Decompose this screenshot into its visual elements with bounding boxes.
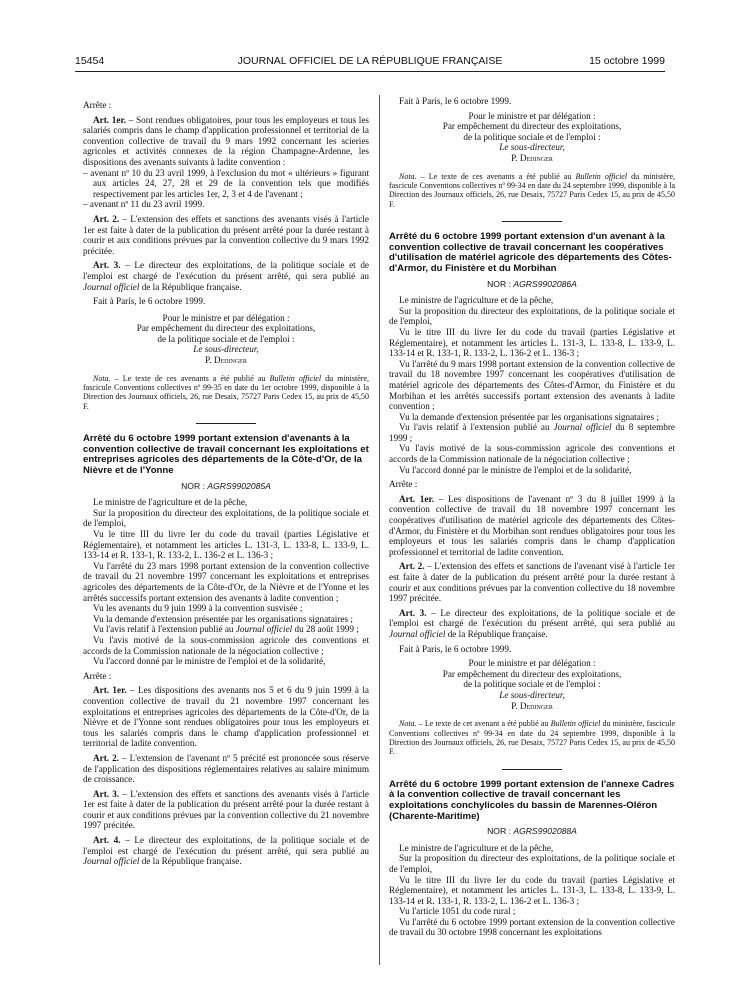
fait-a-paris: Fait à Paris, le 6 octobre 1999.: [399, 96, 512, 106]
article-label: Art. 2.: [93, 752, 119, 763]
preamble-paragraph: Vu la demande d'extension présentée par les organisations signataires ;: [93, 613, 353, 624]
signature-line: Par empêchement du directeur des exploitations,: [442, 121, 622, 132]
journal-title: JOURNAL OFFICIEL DE LA RÉPUBLIQUE FRANÇAISE: [237, 55, 503, 67]
article-3: [83, 260, 369, 292]
article-label: Art. 1er.: [93, 685, 127, 696]
signature-line: Par empêchement du directeur des exploitations,: [442, 668, 622, 679]
nota: [83, 374, 369, 412]
list-item: – avenant nº 10 du 23 avril 1999, à l'exclusion du mot « ultérieurs » figurant aux articles 24, 27, 28 et 29 de la convention tels que modifiés respectivement par les articles 1er, 2, 3 et 4 de l'avenant ;: [83, 167, 369, 199]
journal-officiel-ref: Journal officiel: [389, 628, 446, 639]
preamble-paragraph: Vu le titre III du livre Ier du code du travail (parties Législative et Réglementaire), et notamment les articles L. 131-3, L. 133-8, L. 133-9, L. 133-14 et R. 133-1, R. 133-2, L. 136-2 et L. 136-3 ;: [389, 874, 675, 906]
paragraph-text: du 8 septembre 1999 ;: [389, 422, 676, 443]
signature-line: de la politique sociale et de l'emploi :: [463, 131, 601, 142]
fait-a-paris: Fait à Paris, le 6 octobre 1999.: [399, 643, 512, 654]
nor-reference: [389, 826, 675, 837]
nota-label: Nota.: [399, 171, 417, 181]
signature-line: Pour le ministre et par délégation :: [468, 658, 596, 669]
signature-block: [389, 658, 675, 711]
article-label: Art. 2.: [93, 213, 120, 224]
article-1: [83, 685, 369, 749]
preamble-paragraph: Vu l'article 1051 du code rural ;: [399, 906, 516, 917]
nota-text: du ministère, fascicule Conventions collectives nº 99-34 en date du 24 septembre 1999, disponible à la Direction des Journaux officiels, 26, rue Desaix, 75727 Paris Cedex 15, au prix de 45,50 F.: [389, 171, 675, 209]
journal-officiel-ref: Journal officiel: [83, 281, 140, 292]
signature-title-text: Le sous-directeur,: [193, 344, 259, 355]
signatory-name: P. Dedinger: [205, 355, 247, 366]
article-text: – Les dispositions des avenants nos 5 et 6 du 9 juin 1999 à la convention collective de travail du 21 novembre 1997 concernant les exploitations et entreprises agricoles des départements de la Côte-d'Or, de la Nièvre et de l'Yonne sont rendues obligatoires pour tous les employeurs et tous les salariés compris dans le champ d'application professionnel et territorial de ladite convention.: [83, 685, 369, 749]
nor-label: NOR :: [487, 826, 514, 837]
signature-title-text: Le sous-directeur,: [499, 689, 565, 700]
left-column: [83, 96, 369, 867]
article-2: [389, 561, 675, 603]
preamble-paragraph: Sur la proposition du directeur des exploitations, de la politique sociale et de l'emploi,: [389, 853, 675, 874]
column-divider: [379, 95, 380, 965]
article-label: Art. 1er.: [399, 493, 434, 504]
nor-label: NOR :: [181, 480, 208, 491]
signatory: [389, 153, 675, 164]
article-text: – Les dispositions de l'avenant nº 3 du 8 juillet 1999 à la convention collective de travail du 18 novembre 1997 concernant les coopératives d'utilisation de matériel agricole des départements des Côtes-d'Armor, du Finistère et du Morbihan sont rendues obligatoires pour tous les employeurs et tous les salariés compris dans le champ d'application professionnel et territorial de ladite convention.: [389, 493, 675, 557]
article-text: de la République française.: [139, 281, 242, 292]
signature-title: [83, 344, 369, 355]
decree-arrete-heading: Arrête :: [83, 670, 112, 681]
section-separator: [502, 769, 562, 770]
issue-date: 15 octobre 1999: [589, 55, 665, 67]
preamble-paragraph: Vu l'accord donné par le ministre de l'emploi et de la solidarité,: [399, 464, 632, 475]
article-label: Art. 3.: [93, 788, 120, 799]
article-2: [83, 753, 369, 785]
preamble-paragraph: Vu le titre III du livre Ier du code du travail (parties Législative et Réglementaire), et notamment les articles L. 131-3, L. 133-8, L. 133-9, L. 133-14 et R. 133-1, R. 133-2, L. 136-2 et L. 136-3 ;: [389, 326, 675, 359]
bulletin-officiel-ref: Bulletin officiel: [269, 373, 322, 383]
bulletin-officiel-ref: Bulletin officiel: [550, 719, 601, 729]
nota-label: Nota.: [399, 719, 417, 729]
preamble-paragraph: [389, 422, 675, 443]
nota-label: Nota.: [93, 373, 111, 383]
article-text: de la République française.: [139, 856, 242, 867]
article-3: [389, 608, 675, 640]
signatory-name: P. Dedinger: [511, 700, 553, 711]
preamble-paragraph: Vu le titre III du livre Ier du code du travail (parties Législative et Réglementaire), et notamment les articles L. 131-3, L. 133-8, L. 133-9, L. 133-14 et R. 133-1, R. 133-2, L. 136-2 et L. 136-3 ;: [83, 529, 369, 561]
bulletin-officiel-ref: Bulletin officiel: [575, 171, 628, 181]
nor-reference: [389, 279, 675, 290]
journal-officiel-ref: Journal officiel: [235, 624, 293, 635]
nota-text: du ministère, fascicule Conventions collectives nº 99-35 en date du 1er octobre 1999, disponible à la Direction des Journaux officiels, 26, rue Desaix, 75727 Paris Cedex 15, au prix de 45,50 F.: [83, 373, 369, 411]
fait-a-paris: Fait à Paris, le 6 octobre 1999.: [93, 296, 206, 307]
article-text: de la République française.: [445, 628, 548, 639]
paragraph-text: du 28 août 1999 ;: [292, 624, 359, 635]
signatory: [83, 355, 369, 366]
nota-text: – Le texte de ces avenants a été publié au: [416, 171, 576, 181]
nota-text: du ministère, fascicule Conventions collectives nº 99-34 en date du 24 septembre 1999, disponible à la Direction des Journaux officiels, 26, rue Desaix, 75727 Paris Cedex 15, au prix de 45,50 F.: [389, 719, 675, 757]
article-text: – Le directeur des exploitations, de la politique sociale et de l'emploi est chargé de l'exécution du présent arrêté, qui sera publié au: [83, 260, 369, 281]
article-label: Art. 3.: [93, 260, 121, 271]
nota: [389, 719, 675, 757]
right-column: [389, 96, 675, 938]
article-text: – L'extension des effets et sanctions des avenants visés à l'article 1er est faite à dater de la publication du présent arrêté pour la durée restant à courir et aux conditions prévues par la convention collective du 9 mars 1992 précitée.: [83, 213, 369, 256]
article-text: – L'extension des effets et sanctions de l'avenant visé à l'article 1er est faite à dater de la publication du présent arrêté pour la durée restant à courir et aux conditions prévues par la convention collective du 18 novembre 1997 précitée.: [389, 561, 676, 604]
list-item: – avenant nº 11 du 23 avril 1999.: [83, 199, 205, 210]
article-text: – Sont rendues obligatoires, pour tous les employeurs et tous les salariés compris dans le champ d'application professionnel et territorial de la convention collective de travail du 9 mars 1992 concernant les scieries agricoles et activités connexes de la région Champagne-Ardenne, les dispositions des avenants suivants à ladite convention :: [83, 114, 369, 167]
decree-title: Arrêté du 6 octobre 1999 portant extension d'un avenant à la convention collective de travail concernant les coopératives d'utilisation de matériel agricole des départements des Côtes-d'Armor, du Finistère et du Morbihan: [389, 231, 672, 274]
nor-label: NOR :: [487, 278, 514, 289]
header-rule: [75, 71, 665, 72]
preamble-paragraph: Le ministre de l'agriculture et de la pêche,: [399, 842, 554, 853]
paragraph-text: Vu l'avis relatif à l'extension publié au: [399, 422, 554, 433]
article-text: – L'extension des effets et sanctions des avenants visés à l'article 1er est faite à dater de la publication du présent arrêté pour la durée restant à courir et aux conditions prévues par la convention collective du 21 novembre 1997 précitée.: [83, 788, 369, 831]
preamble-paragraph: Vu l'avis motivé de la sous-commission agricole des conventions et accords de la Commission nationale de la négociation collective ;: [389, 443, 675, 465]
signature-line: Pour le ministre et par délégation :: [468, 110, 596, 121]
article-2: [83, 214, 369, 256]
paragraph-text: Vu l'avis relatif à l'extension publié au: [93, 624, 236, 635]
preamble-paragraph: Le ministre de l'agriculture et de la pêche,: [399, 295, 554, 306]
nota-text: – Le texte de ces avenants a été publié au: [110, 373, 270, 383]
article-label: Art. 1er.: [93, 114, 126, 125]
signature-line: de la politique sociale et de l'emploi :: [157, 333, 295, 344]
preamble-paragraph: Vu l'accord donné par le ministre de l'emploi et de la solidarité,: [93, 656, 326, 667]
signature-block: [389, 111, 675, 164]
article-1: [83, 115, 369, 168]
article-label: Art. 2.: [399, 561, 425, 572]
journal-officiel-ref: Journal officiel: [553, 422, 612, 433]
signature-block: [83, 313, 369, 366]
signatory-name: P. Dedinger: [511, 152, 553, 163]
preamble-paragraph: Le ministre de l'agriculture et de la pêche,: [93, 497, 248, 508]
journal-officiel-ref: Journal officiel: [83, 856, 140, 867]
signature-title: [389, 142, 675, 153]
preamble-paragraph: Vu l'arrêté du 9 mars 1998 portant extension de la convention collective de travail du 18 novembre 1997 concernant les coopératives d'utilisation de matériel agricole des départements des Côtes-d'Armor, du Finistère et du Morbihan et les arrêtés successifs portant extension des avenants à ladite convention ;: [389, 358, 675, 412]
article-1: [389, 494, 675, 558]
amendment-list: [83, 168, 369, 210]
decree-title: Arrêté du 6 octobre 1999 portant extension d'avenants à la convention collective de travail concernant les exploitations et entreprises agricoles des départements de la Côte-d'Or, de la Nièvre et de l'Yonne: [83, 433, 369, 477]
article-text: – L'extension de l'avenant nº 5 précité est prononcée sous réserve de l'application des dispositions réglementaires relatives au salaire minimum de croissance.: [83, 752, 369, 785]
preamble-paragraph: Vu les avenants du 9 juin 1999 à la convention susvisée ;: [93, 603, 303, 614]
decree-arrete-heading: Arrête :: [389, 479, 418, 490]
preamble-paragraph: Vu l'avis motivé de la sous-commission agricole des conventions et accords de la Commission nationale de la négociation collective ;: [83, 634, 369, 656]
preamble-paragraph: Sur la proposition du directeur des exploitations, de la politique sociale et de l'emploi,: [83, 507, 369, 529]
signature-line: Par empêchement du directeur des exploitations,: [136, 323, 316, 334]
nor-code: AGRS9902088A: [513, 826, 577, 837]
article-text: – Le directeur des exploitations, de la politique sociale et de l'emploi est chargé de l'exécution du présent arrêté, qui sera publié au: [389, 607, 675, 629]
preamble-paragraph: Sur la proposition du directeur des exploitations, de la politique sociale et de l'emploi,: [389, 305, 675, 327]
preamble-paragraph: [83, 624, 369, 635]
decree-title: Arrêté du 6 octobre 1999 portant extension de l'annexe Cadres à la convention collective de travail concernant les exploitations conchylicoles du bassin de Marennes-Oléron (Charente-Maritime): [389, 778, 675, 822]
signature-line: Pour le ministre et par délégation :: [162, 312, 290, 323]
nor-reference: [83, 481, 369, 492]
signatory: [389, 701, 675, 712]
section-separator: [196, 423, 256, 424]
section-separator: [502, 221, 562, 222]
signature-title-text: Le sous-directeur,: [499, 142, 565, 153]
signature-title: [389, 690, 675, 701]
page-header: [75, 55, 665, 69]
preamble-paragraph: Vu la demande d'extension présentée par les organisations signataires ;: [399, 411, 659, 422]
nota: [389, 172, 675, 210]
nota-text: – Le texte de cet avenant a été publié au: [416, 719, 551, 729]
decree-arrete-heading: Arrête :: [83, 100, 112, 110]
preamble-paragraph: Vu l'arrêté du 23 mars 1998 portant extension de la convention collective de travail du 21 novembre 1997 concernant les exploitations et entreprises agricoles des départements de la Côte-d'Or, de la Nièvre et de l'Yonne et les arrêtés successifs portant extension des avenants à ladite convention ;: [83, 560, 369, 603]
article-text: – Le directeur des exploitations, de la politique sociale et de l'emploi est chargé de l'exécution du présent arrêté, qui sera publié au: [83, 835, 369, 856]
article-label: Art. 3.: [399, 607, 427, 618]
page-number: 15454: [75, 55, 105, 67]
article-3: [83, 789, 369, 831]
signature-line: de la politique sociale et de l'emploi :: [463, 679, 601, 690]
nor-code: AGRS9902086A: [513, 278, 577, 289]
preamble-paragraph: Vu l'arrêté du 6 octobre 1999 portant extension de la convention collective de travail du 30 octobre 1998 concernant les exploitations: [389, 916, 675, 938]
article-4: [83, 835, 369, 867]
article-label: Art. 4.: [93, 835, 121, 846]
nor-code: AGRS9902085A: [207, 480, 271, 491]
